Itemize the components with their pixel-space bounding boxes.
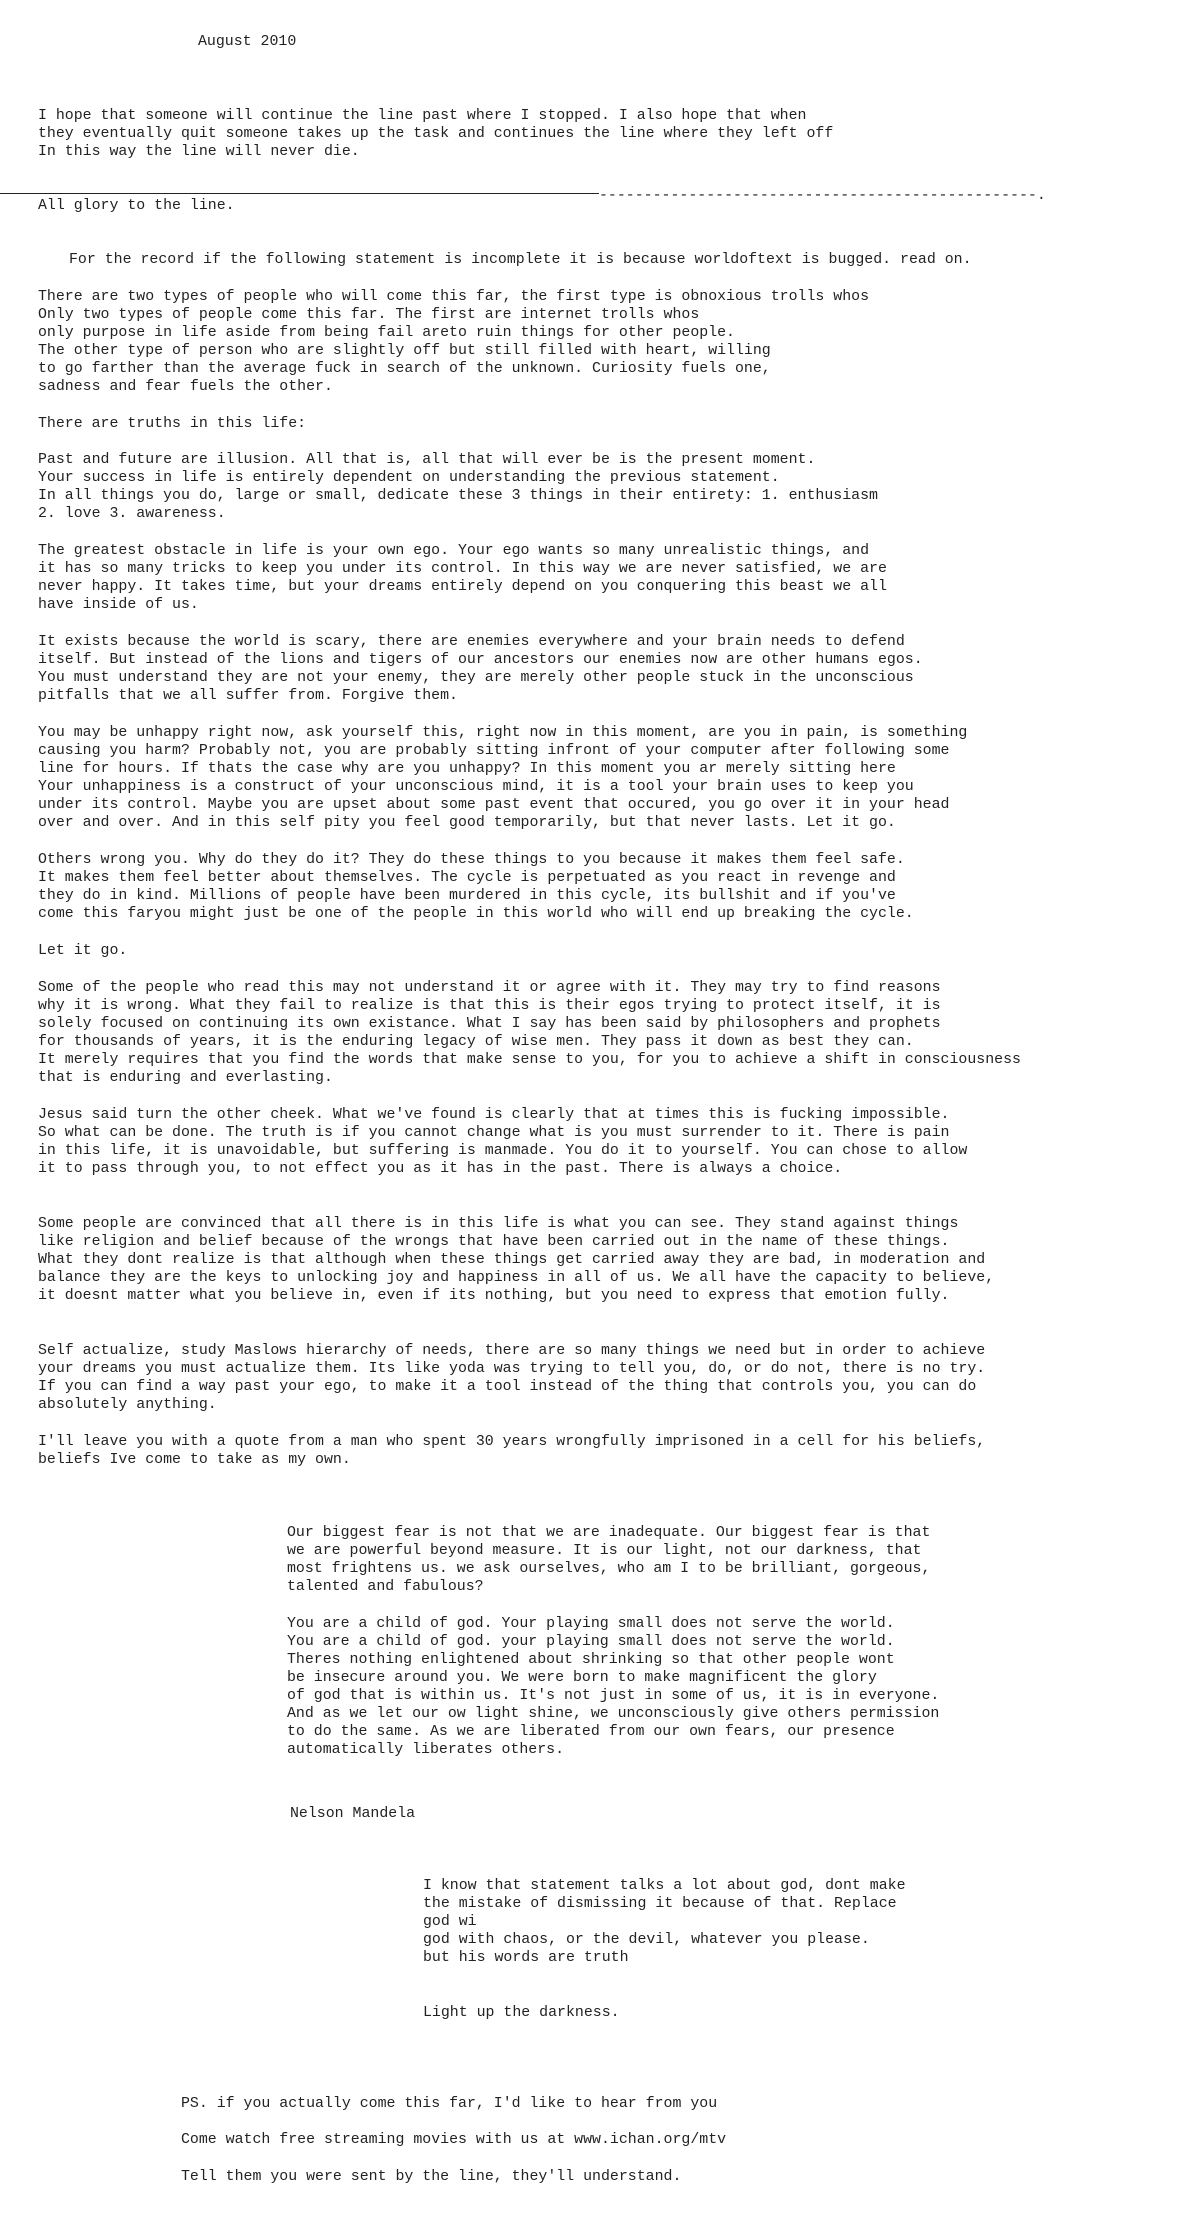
text-line: If you can find a way past your ego, to make it a tool instead of the thing that controls you, you can do <box>38 1379 977 1395</box>
afterword-line: the mistake of dismissing it because of that. Replace <box>423 1896 897 1912</box>
text-line: It makes them feel better about themselves. The cycle is perpetuated as you react in revenge and <box>38 870 896 886</box>
text-line: Some people are convinced that all there is in this life is what you can see. They stand against things <box>38 1216 959 1232</box>
quote-line: we are powerful beyond measure. It is our light, not our darkness, that <box>287 1543 922 1559</box>
ps-line: Tell them you were sent by the line, they'll understand. <box>181 2169 682 2185</box>
text-line: I'll leave you with a quote from a man who spent 30 years wrongfully imprisoned in a cell for his beliefs, <box>38 1434 986 1450</box>
text-line: Your unhappiness is a construct of your unconscious mind, it is a tool your brain uses to keep you <box>38 779 914 795</box>
text-line: that is enduring and everlasting. <box>38 1070 333 1086</box>
quote-line: of god that is within us. It's not just in some of us, it is in everyone. <box>287 1688 940 1704</box>
glory-line: All glory to the line. <box>38 198 235 214</box>
text-line: What they dont realize is that although when these things get carried away they are bad, in moderation and <box>38 1252 986 1268</box>
text-line: Self actualize, study Maslows hierarchy of needs, there are so many things we need but in order to achieve <box>38 1343 986 1359</box>
text-line: The greatest obstacle in life is your own ego. Your ego wants so many unrealistic things, and <box>38 543 870 559</box>
text-line: it has so many tricks to keep you under its control. In this way we are never satisfied, we are <box>38 561 887 577</box>
divider-solid <box>0 193 599 194</box>
quote-line: And as we let our ow light shine, we unconsciously give others permission <box>287 1706 940 1722</box>
text-line: to go farther than the average fuck in search of the unknown. Curiosity fuels one, <box>38 361 771 377</box>
date-line: August 2010 <box>198 34 297 50</box>
text-line: Jesus said turn the other cheek. What we've found is clearly that at times this is fucking impossible. <box>38 1107 950 1123</box>
quote-line: talented and fabulous? <box>287 1579 484 1595</box>
intro-line: In this way the line will never die. <box>38 144 360 160</box>
text-line: The other type of person who are slightly off but still filled with heart, willing <box>38 343 771 359</box>
text-line: come this faryou might just be one of the people in this world who will end up breaking the cycle. <box>38 906 914 922</box>
text-line: Your success in life is entirely dependent on understanding the previous statement. <box>38 470 780 486</box>
text-line: Others wrong you. Why do they do it? They do these things to you because it makes them feel safe. <box>38 852 905 868</box>
text-line: solely focused on continuing its own existance. What I say has been said by philosophers and prophets <box>38 1016 941 1032</box>
quote-line: You are a child of god. your playing small does not serve the world. <box>287 1634 895 1650</box>
text-line: your dreams you must actualize them. Its like yoda was trying to tell you, do, or do not, there is no try. <box>38 1361 986 1377</box>
divider-dashes: -------------------------------------------------. <box>599 188 1046 204</box>
text-line: You must understand they are not your enemy, they are merely other people stuck in the unconscious <box>38 670 914 686</box>
quote-line: Theres nothing enlightened about shrinking so that other people wont <box>287 1652 895 1668</box>
intro-line: they eventually quit someone takes up the task and continues the line where they left off <box>38 126 834 142</box>
text-line: it doesnt matter what you believe in, even if its nothing, but you need to express that emotion fully. <box>38 1288 950 1304</box>
text-line: like religion and belief because of the wrongs that have been carried out in the name of these things. <box>38 1234 950 1250</box>
quote-line: automatically liberates others. <box>287 1742 565 1758</box>
text-line: Past and future are illusion. All that is, all that will ever be is the present moment. <box>38 452 816 468</box>
text-line: sadness and fear fuels the other. <box>38 379 333 395</box>
intro-line: I hope that someone will continue the line past where I stopped. I also hope that when <box>38 108 807 124</box>
text-line: 2. love 3. awareness. <box>38 506 226 522</box>
text-line: it to pass through you, to not effect you as it has in the past. There is always a choice. <box>38 1161 843 1177</box>
text-line: never happy. It takes time, but your dreams entirely depend on you conquering this beast we all <box>38 579 887 595</box>
text-line: causing you harm? Probably not, you are probably sitting infront of your computer after following some <box>38 743 950 759</box>
quote-author: Nelson Mandela <box>290 1806 416 1822</box>
afterword-line: I know that statement talks a lot about god, dont make <box>423 1878 906 1894</box>
text-line: have inside of us. <box>38 597 199 613</box>
afterword-line: god wi <box>423 1914 477 1930</box>
afterword-line: but his words are truth <box>423 1950 629 1966</box>
text-line: Some of the people who read this may not understand it or agree with it. They may try to find reasons <box>38 980 941 996</box>
text-line: they do in kind. Millions of people have been murdered in this cycle, its bullshit and if you've <box>38 888 896 904</box>
text-line: You may be unhappy right now, ask yourself this, right now in this moment, are you in pain, is something <box>38 725 968 741</box>
text-line: over and over. And in this self pity you feel good temporarily, but that never lasts. Let it go. <box>38 815 896 831</box>
text-line: in this life, it is unavoidable, but suffering is manmade. You do it to yourself. You can chose to allow <box>38 1143 968 1159</box>
quote-line: most frightens us. we ask ourselves, who am I to be brilliant, gorgeous, <box>287 1561 931 1577</box>
text-line: There are two types of people who will come this far, the first type is obnoxious trolls whos <box>38 289 870 305</box>
record-note: For the record if the following statement is incomplete it is because worldoftext is bugged. read on. <box>69 252 972 268</box>
quote-line: Our biggest fear is not that we are inadequate. Our biggest fear is that <box>287 1525 931 1541</box>
closing-line: Light up the darkness. <box>423 2005 620 2021</box>
text-line: So what can be done. The truth is if you cannot change what is you must surrender to it. There is pain <box>38 1125 950 1141</box>
text-line: It merely requires that you find the words that make sense to you, for you to achieve a shift in consciousness <box>38 1052 1021 1068</box>
text-line: Let it go. <box>38 943 128 959</box>
text-line: under its control. Maybe you are upset about some past event that occured, you go over it in your head <box>38 797 950 813</box>
text-line: pitfalls that we all suffer from. Forgive them. <box>38 688 458 704</box>
text-line: In all things you do, large or small, dedicate these 3 things in their entirety: 1. enthusiasm <box>38 488 878 504</box>
text-line: why it is wrong. What they fail to realize is that this is their egos trying to protect itself, it is <box>38 998 941 1014</box>
text-line: only purpose in life aside from being fail areto ruin things for other people. <box>38 325 735 341</box>
text-line: There are truths in this life: <box>38 416 307 432</box>
ps-line: Come watch free streaming movies with us at www.ichan.org/mtv <box>181 2132 727 2148</box>
quote-line: You are a child of god. Your playing small does not serve the world. <box>287 1616 895 1632</box>
afterword-line: god with chaos, or the devil, whatever you please. <box>423 1932 870 1948</box>
text-line: beliefs Ive come to take as my own. <box>38 1452 351 1468</box>
text-line: for thousands of years, it is the enduring legacy of wise men. They pass it down as best they can. <box>38 1034 914 1050</box>
text-line: It exists because the world is scary, there are enemies everywhere and your brain needs to defend <box>38 634 905 650</box>
text-line: line for hours. If thats the case why are you unhappy? In this moment you ar merely sitting here <box>38 761 896 777</box>
text-line: absolutely anything. <box>38 1397 217 1413</box>
quote-line: to do the same. As we are liberated from our own fears, our presence <box>287 1724 895 1740</box>
ps-line: PS. if you actually come this far, I'd like to hear from you <box>181 2096 718 2112</box>
quote-line: be insecure around you. We were born to make magnificent the glory <box>287 1670 877 1686</box>
text-line: itself. But instead of the lions and tigers of our ancestors our enemies now are other humans egos. <box>38 652 923 668</box>
text-line: balance they are the keys to unlocking joy and happiness in all of us. We all have the capacity to believe, <box>38 1270 995 1286</box>
text-line: Only two types of people come this far. The first are internet trolls whos <box>38 307 700 323</box>
